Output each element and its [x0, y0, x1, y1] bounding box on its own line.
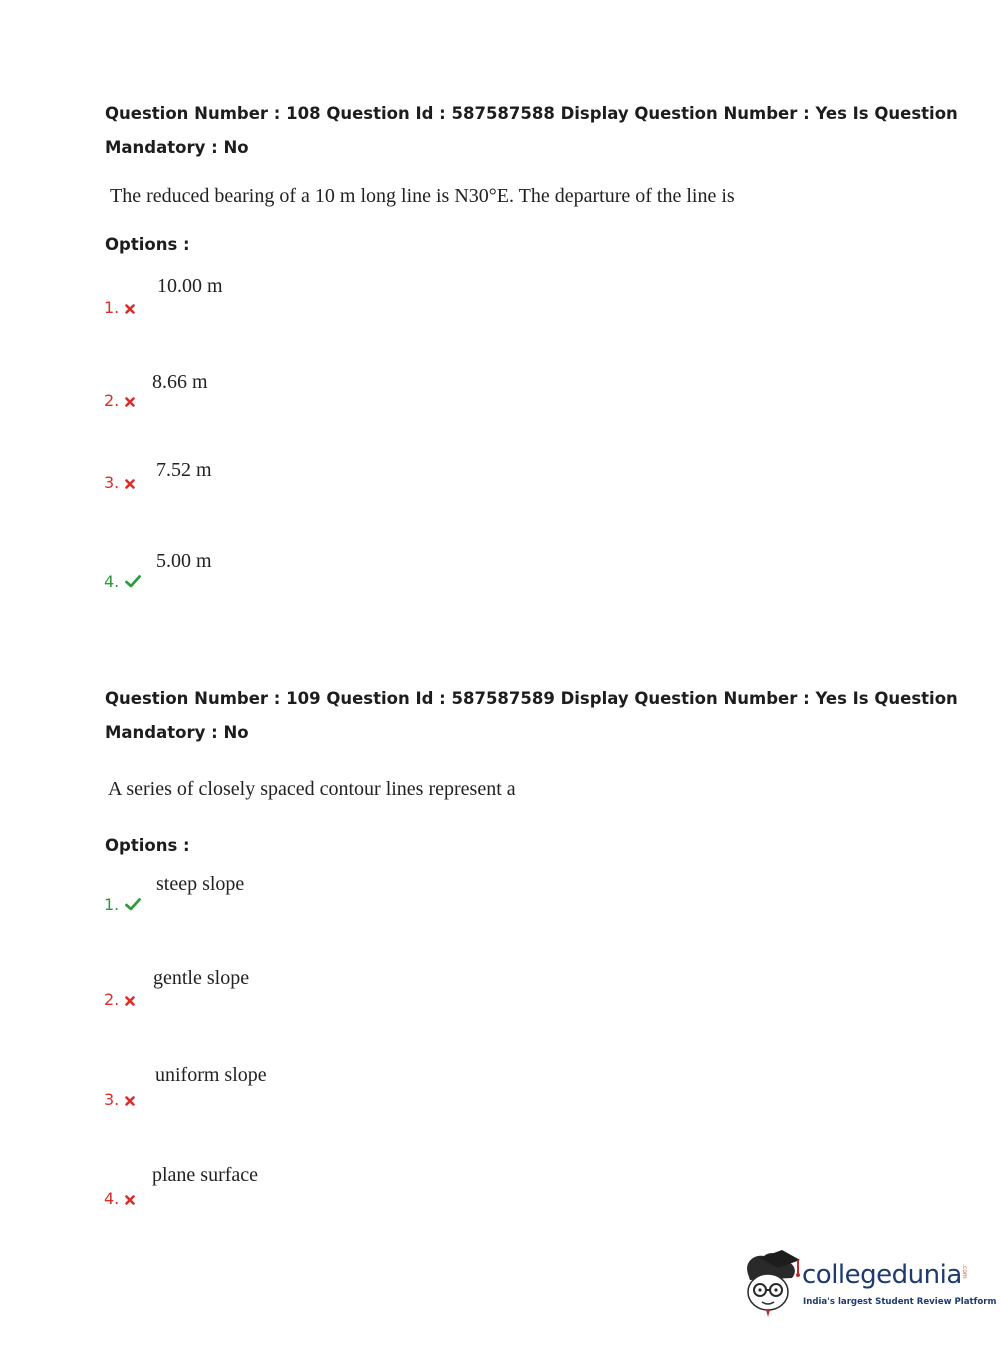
options-label: Options :	[105, 836, 190, 855]
option-text: 10.00 m	[157, 275, 223, 297]
option-text: steep slope	[156, 873, 245, 895]
option-number	[104, 391, 135, 411]
question-mandatory: Mandatory : No	[105, 723, 249, 742]
option-number	[104, 990, 135, 1010]
option-number-label: 1.	[104, 895, 120, 914]
logo-wordmark: collegedunia	[802, 1260, 962, 1290]
cross-icon	[125, 474, 135, 493]
cross-icon	[125, 1190, 135, 1209]
collegedunia-logo	[740, 1248, 997, 1318]
option-number-label: 3.	[104, 473, 120, 492]
cross-icon	[125, 299, 135, 318]
option-number-label: 3.	[104, 1090, 120, 1109]
cross-icon	[125, 1091, 135, 1110]
question-text: The reduced bearing of a 10 m long line is N30°E. The departure of the line is	[110, 185, 735, 207]
option-number	[104, 1189, 135, 1209]
question-header: Question Number : 108 Question Id : 587587588 Display Question Number : Yes Is Question	[105, 104, 958, 123]
option-number-label: 4.	[104, 1189, 120, 1208]
logo-tagline: India's largest Student Review Platform	[803, 1297, 997, 1307]
options-label: Options :	[105, 235, 190, 254]
cross-icon	[125, 392, 135, 411]
option-text: gentle slope	[153, 967, 250, 989]
option-number-label: 4.	[104, 572, 120, 591]
option-number-label: 1.	[104, 298, 120, 317]
option-number	[104, 298, 135, 318]
cross-icon	[125, 991, 135, 1010]
option-text: 7.52 m	[156, 459, 212, 481]
check-icon	[125, 896, 141, 915]
option-number	[104, 895, 141, 915]
option-text: 8.66 m	[152, 371, 208, 393]
mascot-icon	[740, 1248, 802, 1318]
option-text: 5.00 m	[156, 550, 212, 572]
option-number	[104, 473, 135, 493]
option-number-label: 2.	[104, 391, 120, 410]
option-number	[104, 572, 141, 592]
question-header: Question Number : 109 Question Id : 587587589 Display Question Number : Yes Is Question	[105, 689, 958, 708]
option-text: uniform slope	[155, 1064, 267, 1086]
check-icon	[125, 573, 141, 592]
question-text: A series of closely spaced contour lines represent a	[108, 778, 516, 800]
question-mandatory: Mandatory : No	[105, 138, 249, 157]
option-text: plane surface	[152, 1164, 259, 1186]
logo-suffix: .com	[961, 1264, 968, 1279]
option-number	[104, 1090, 135, 1110]
option-number-label: 2.	[104, 990, 120, 1009]
